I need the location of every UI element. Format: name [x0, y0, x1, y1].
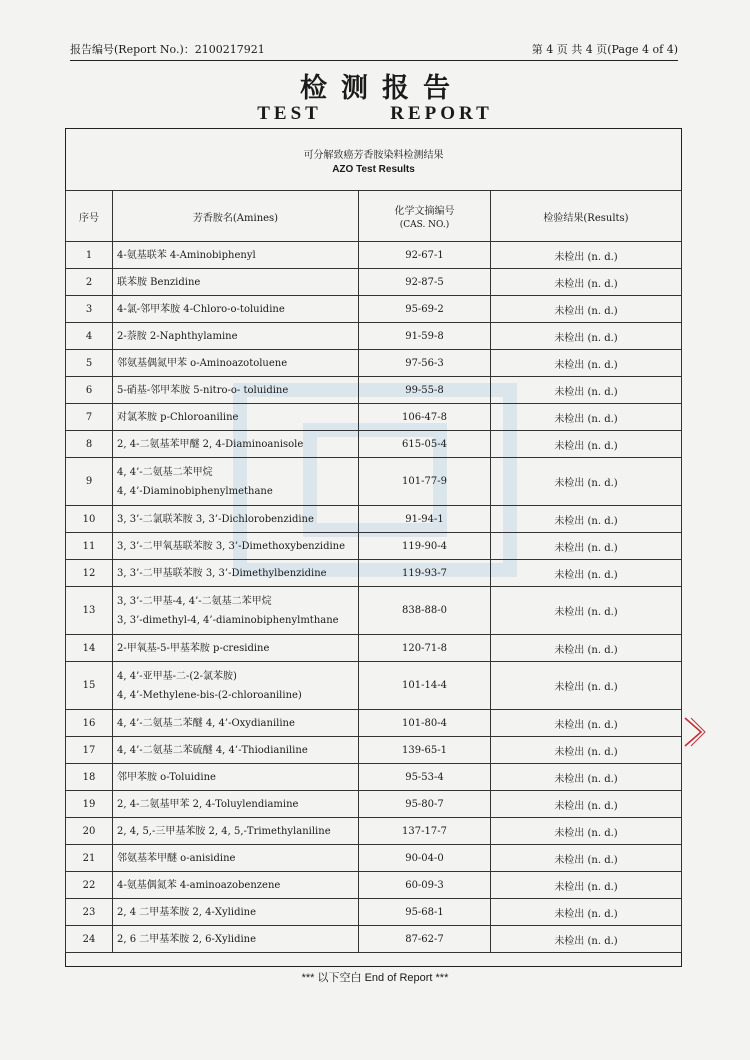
table-row — [66, 506, 682, 533]
table-row — [66, 296, 682, 323]
cas-number: 87-62-7 — [359, 926, 491, 953]
amine-name-line: 4-氨基联苯 4-Aminobiphenyl — [117, 249, 256, 261]
test-result: 未检出 (n. d.) — [491, 926, 682, 953]
row-number: 9 — [66, 458, 113, 506]
row-number: 17 — [66, 737, 113, 764]
table-caption-cn: 可分解致癌芳香胺染料检测结果 — [303, 150, 444, 161]
cas-number: 95-80-7 — [359, 791, 491, 818]
row-number: 10 — [66, 506, 113, 533]
amine-name-line: 2, 4-二氨基甲苯 2, 4-Toluylendiamine — [117, 798, 299, 810]
row-number: 1 — [66, 242, 113, 269]
report-title-en: TEST REPORT — [257, 103, 493, 124]
row-number: 11 — [66, 533, 113, 560]
cas-number: 119-90-4 — [359, 533, 491, 560]
cas-number: 106-47-8 — [359, 404, 491, 431]
test-result: 未检出 (n. d.) — [491, 506, 682, 533]
amine-name-line: 2-甲氧基-5-甲基苯胺 p-cresidine — [117, 642, 270, 654]
amine-name-line: 3, 3’-二甲基联苯胺 3, 3’-Dimethylbenzidine — [117, 567, 327, 579]
cas-number: 101-80-4 — [359, 710, 491, 737]
amine-name-line: 4, 4’-二氨基二苯硫醚 4, 4’-Thiodianiline — [117, 744, 308, 756]
table-row — [66, 377, 682, 404]
amine-name — [113, 296, 359, 323]
table-row — [66, 872, 682, 899]
table-row — [66, 926, 682, 953]
row-number: 13 — [66, 587, 113, 635]
test-result: 未检出 (n. d.) — [491, 872, 682, 899]
amine-name-line: 对氯苯胺 p-Chloroaniline — [117, 411, 239, 423]
row-number: 24 — [66, 926, 113, 953]
table-row — [66, 269, 682, 296]
amine-name — [113, 269, 359, 296]
table-row — [66, 764, 682, 791]
amine-name-line: 4, 4’-二氨基二苯甲烷 — [117, 466, 213, 478]
amine-name-line: 2, 4 二甲基苯胺 2, 4-Xylidine — [117, 906, 257, 918]
test-result: 未检出 (n. d.) — [491, 458, 682, 506]
test-result: 未检出 (n. d.) — [491, 737, 682, 764]
amine-name-line: 2-萘胺 2-Naphthylamine — [117, 330, 238, 342]
amine-name — [113, 710, 359, 737]
cas-number: 101-14-4 — [359, 662, 491, 710]
table-row — [66, 404, 682, 431]
col-header-no: 序号 — [66, 191, 113, 242]
amine-name-line: 邻氨基偶氮甲苯 o-Aminoazotoluene — [117, 357, 288, 369]
amine-name — [113, 791, 359, 818]
test-result: 未检出 (n. d.) — [491, 323, 682, 350]
row-number: 8 — [66, 431, 113, 458]
amine-name — [113, 458, 359, 506]
col-header-result: 检验结果(Results) — [491, 191, 682, 242]
row-number: 3 — [66, 296, 113, 323]
amine-name-line: 邻氨基苯甲醚 o-anisidine — [117, 852, 236, 864]
row-number: 2 — [66, 269, 113, 296]
test-result: 未检出 (n. d.) — [491, 635, 682, 662]
cas-number: 95-53-4 — [359, 764, 491, 791]
test-result: 未检出 (n. d.) — [491, 899, 682, 926]
header-divider — [70, 60, 678, 61]
amine-name-line: 2, 4, 5,-三甲基苯胺 2, 4, 5,-Trimethylaniline — [117, 825, 331, 837]
row-number: 6 — [66, 377, 113, 404]
amine-name — [113, 404, 359, 431]
azo-results-table — [65, 190, 682, 953]
report-number: 报告编号(Report No.)：2100217921 — [70, 43, 265, 56]
row-number: 18 — [66, 764, 113, 791]
cas-number: 90-04-0 — [359, 845, 491, 872]
table-row — [66, 242, 682, 269]
table-row — [66, 350, 682, 377]
cas-number: 97-56-3 — [359, 350, 491, 377]
cas-number: 95-68-1 — [359, 899, 491, 926]
amine-name — [113, 737, 359, 764]
table-row — [66, 791, 682, 818]
test-result: 未检出 (n. d.) — [491, 296, 682, 323]
amine-name — [113, 377, 359, 404]
col-header-cas — [359, 191, 491, 242]
test-result: 未检出 (n. d.) — [491, 431, 682, 458]
test-result: 未检出 (n. d.) — [491, 377, 682, 404]
col-header-name — [113, 191, 359, 242]
test-result: 未检出 (n. d.) — [491, 818, 682, 845]
amine-name-line: 联苯胺 Benzidine — [117, 276, 201, 288]
col-header-cas-sub: (CAS. NO.) — [399, 220, 450, 230]
test-result: 未检出 (n. d.) — [491, 404, 682, 431]
table-row — [66, 710, 682, 737]
cas-number: 120-71-8 — [359, 635, 491, 662]
cas-number: 91-94-1 — [359, 506, 491, 533]
amine-name-line: 邻甲苯胺 o-Toluidine — [117, 771, 216, 783]
page-header — [70, 38, 678, 58]
end-of-report-note: *** 以下空白 End of Report *** — [301, 972, 449, 984]
row-number: 16 — [66, 710, 113, 737]
row-number: 20 — [66, 818, 113, 845]
test-result: 未检出 (n. d.) — [491, 764, 682, 791]
amine-name — [113, 818, 359, 845]
amine-name — [113, 323, 359, 350]
cas-number: 99-55-8 — [359, 377, 491, 404]
test-result: 未检出 (n. d.) — [491, 662, 682, 710]
cas-number: 101-77-9 — [359, 458, 491, 506]
row-number: 5 — [66, 350, 113, 377]
amine-name — [113, 350, 359, 377]
table-body — [66, 242, 682, 953]
table-row — [66, 845, 682, 872]
cas-number: 91-59-8 — [359, 323, 491, 350]
table-caption-en: AZO Test Results — [332, 164, 415, 175]
cas-number: 137-17-7 — [359, 818, 491, 845]
margin-bracket-mark — [681, 716, 707, 748]
row-number: 7 — [66, 404, 113, 431]
amine-name-line: 3, 3’-dimethyl-4, 4’-diaminobiphenylmthane — [117, 614, 339, 626]
table-row — [66, 431, 682, 458]
report-title-cn: 检测报告 — [300, 73, 464, 104]
test-result: 未检出 (n. d.) — [491, 533, 682, 560]
amine-name-line: 4-氨基偶氮苯 4-aminoazobenzene — [117, 879, 281, 891]
cas-number: 95-69-2 — [359, 296, 491, 323]
row-number: 22 — [66, 872, 113, 899]
test-result: 未检出 (n. d.) — [491, 710, 682, 737]
amine-name — [113, 587, 359, 635]
table-row — [66, 560, 682, 587]
amine-name — [113, 926, 359, 953]
amine-name — [113, 635, 359, 662]
amine-name — [113, 764, 359, 791]
cas-number: 615-05-4 — [359, 431, 491, 458]
cas-number: 139-65-1 — [359, 737, 491, 764]
test-result: 未检出 (n. d.) — [491, 242, 682, 269]
amine-name — [113, 560, 359, 587]
amine-name — [113, 431, 359, 458]
test-result: 未检出 (n. d.) — [491, 845, 682, 872]
table-row — [66, 587, 682, 635]
test-result: 未检出 (n. d.) — [491, 350, 682, 377]
amine-name — [113, 533, 359, 560]
col-header-cas-label: 化学文摘编号 — [394, 206, 455, 217]
row-number: 19 — [66, 791, 113, 818]
cas-number: 92-87-5 — [359, 269, 491, 296]
row-number: 15 — [66, 662, 113, 710]
row-number: 4 — [66, 323, 113, 350]
amine-name-line: 2, 6 二甲基苯胺 2, 6-Xylidine — [117, 933, 257, 945]
cas-number: 92-67-1 — [359, 242, 491, 269]
amine-name-line: 4, 4’-Diaminobiphenylmethane — [117, 485, 273, 497]
test-result: 未检出 (n. d.) — [491, 269, 682, 296]
cas-number: 838-88-0 — [359, 587, 491, 635]
amine-name — [113, 872, 359, 899]
test-result: 未检出 (n. d.) — [491, 587, 682, 635]
amine-name-line: 4, 4’-亚甲基-二-(2-氯苯胺) — [117, 670, 237, 682]
row-number: 12 — [66, 560, 113, 587]
amine-name-line: 4, 4’-Methylene-bis-(2-chloroaniline) — [117, 689, 302, 701]
amine-name — [113, 845, 359, 872]
table-row — [66, 533, 682, 560]
table-caption — [65, 128, 682, 190]
amine-name-line: 5-硝基-邻甲苯胺 5-nitro-o- toluidine — [117, 384, 289, 396]
amine-name — [113, 506, 359, 533]
amine-name-line: 3, 3’-二氯联苯胺 3, 3’-Dichlorobenzidine — [117, 513, 314, 525]
table-row — [66, 323, 682, 350]
row-number: 14 — [66, 635, 113, 662]
test-result: 未检出 (n. d.) — [491, 791, 682, 818]
amine-name — [113, 899, 359, 926]
table-header-row — [66, 191, 682, 242]
amine-name — [113, 242, 359, 269]
table-row — [66, 635, 682, 662]
table-row — [66, 662, 682, 710]
row-number: 23 — [66, 899, 113, 926]
test-result: 未检出 (n. d.) — [491, 560, 682, 587]
amine-name-line: 2, 4-二氨基苯甲醚 2, 4-Diaminoanisole — [117, 438, 304, 450]
amine-name — [113, 662, 359, 710]
page-number: 第 4 页 共 4 页(Page 4 of 4) — [531, 43, 678, 56]
cas-number: 60-09-3 — [359, 872, 491, 899]
amine-name-line: 3, 3’-二甲基-4, 4’-二氨基二苯甲烷 — [117, 595, 272, 607]
cas-number: 119-93-7 — [359, 560, 491, 587]
row-number: 21 — [66, 845, 113, 872]
table-row — [66, 737, 682, 764]
col-header-name-label: 芳香胺名(Amines) — [192, 212, 279, 224]
table-row — [66, 899, 682, 926]
amine-name-line: 4, 4’-二氨基二苯醚 4, 4’-Oxydianiline — [117, 717, 295, 729]
table-row — [66, 458, 682, 506]
table-row — [66, 818, 682, 845]
amine-name-line: 4-氯-邻甲苯胺 4-Chloro-o-toluidine — [117, 303, 285, 315]
amine-name-line: 3, 3’-二甲氧基联苯胺 3, 3’-Dimethoxybenzidine — [117, 540, 346, 552]
